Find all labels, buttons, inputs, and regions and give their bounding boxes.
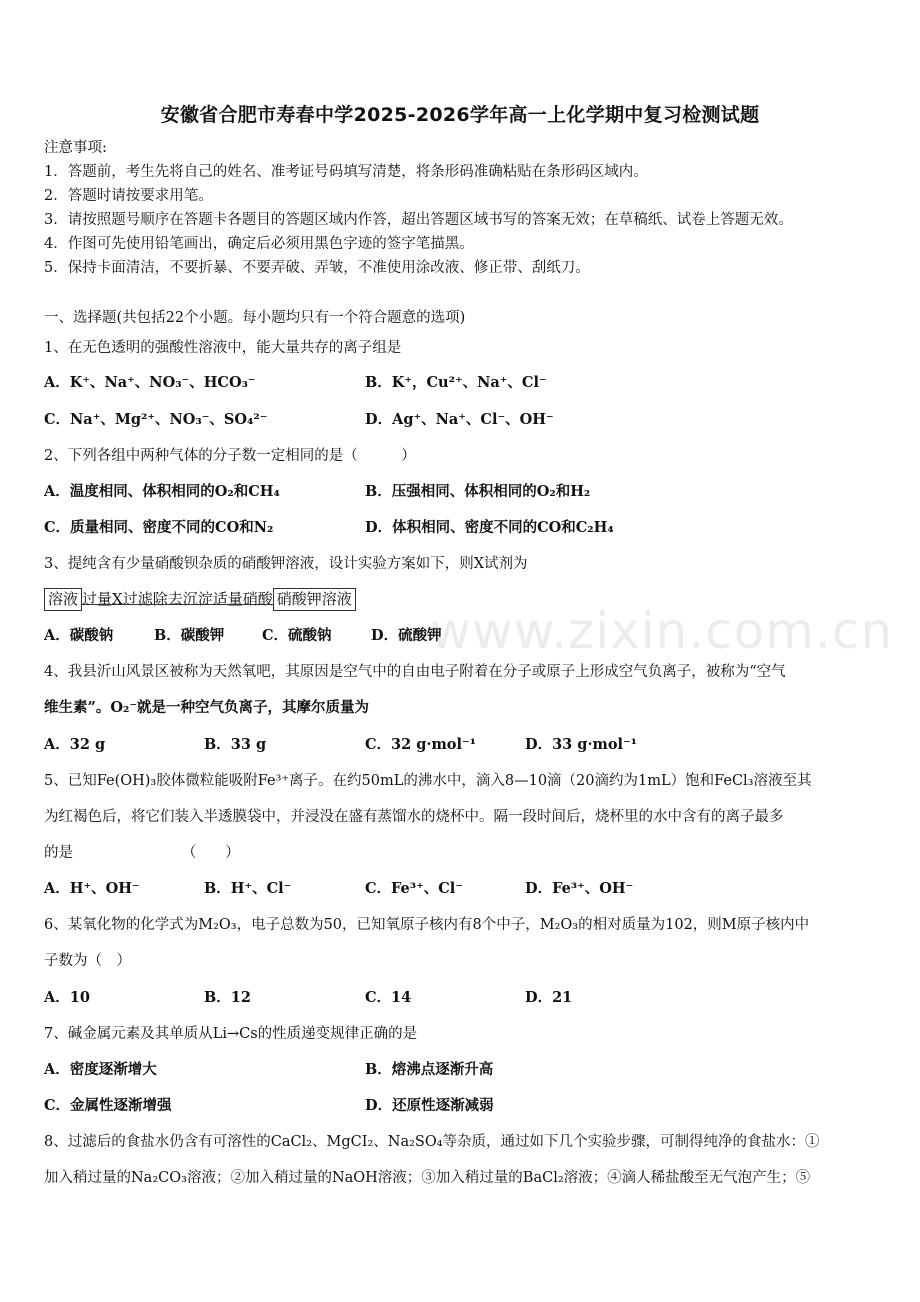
- q3-option-b: B．碳酸钾: [154, 627, 225, 644]
- q6-option-b: B．12: [204, 989, 251, 1006]
- notice-heading: 注意事项:: [44, 140, 107, 156]
- q4-option-c: C．32 g·mol⁻¹: [365, 736, 476, 753]
- notice-item: 2．答题时请按要求用笔。: [44, 188, 213, 204]
- q6-option-a: A．10: [44, 989, 90, 1006]
- q5-option-c: C．Fe³⁺、Cl⁻: [365, 880, 463, 897]
- question-4-stem-cont: 维生素”。O₂⁻就是一种空气负离子，其摩尔质量为: [44, 699, 369, 716]
- q1-option-b: B．K⁺，Cu²⁺、Na⁺、Cl⁻: [365, 374, 547, 391]
- q3-option-d: D．硫酸钾: [371, 627, 442, 644]
- q3-flow-diagram: [44, 588, 356, 612]
- notice-item: 4．作图可先使用铅笔画出，确定后必须用黑色字迹的签字笔描黑。: [44, 236, 474, 252]
- q2-option-b: B．压强相同、体积相同的O₂和H₂: [365, 483, 591, 500]
- question-8-stem-cont: 加入稍过量的Na₂CO₃溶液；②加入稍过量的NaOH溶液；③加入稍过量的BaCl₂溶液；④滴人稀盐酸至无气泡产生；⑤: [44, 1170, 811, 1186]
- q7-option-c: C．金属性逐渐增强: [44, 1097, 172, 1114]
- flow-start-box: 溶液: [44, 588, 82, 611]
- question-3-stem: 3、提纯含有少量硝酸钡杂质的硝酸钾溶液，设计实验方案如下，则X试剂为: [44, 556, 528, 572]
- q5-option-a: A．H⁺、OH⁻: [44, 880, 140, 897]
- question-5-stem-cont: 为红褐色后，将它们装入半透膜袋中，并浸没在盛有蒸馏水的烧杯中。隔一段时间后，烧杯里的水中含有的离子最多: [44, 809, 784, 825]
- q1-option-c: C．Na⁺、Mg²⁺、NO₃⁻、SO₄²⁻: [44, 411, 268, 428]
- question-5-stem: 5、已知Fe(OH)₃胶体微粒能吸附Fe³⁺离子。在约50mL的沸水中，滴入8—10滴（20滴约为1mL）饱和FeCl₃溶液至其: [44, 773, 812, 789]
- q7-option-b: B．熔沸点逐渐升高: [365, 1061, 494, 1078]
- notice-item: 3．请按照题号顺序在答题卡各题目的答题区域内作答，超出答题区域书写的答案无效；在草稿纸、试卷上答题无效。: [44, 212, 793, 228]
- question-1-stem: 1、在无色透明的强酸性溶液中，能大量共存的离子组是: [44, 340, 402, 356]
- q4-option-b: B．33 g: [204, 736, 267, 753]
- question-8-stem: 8、过滤后的食盐水仍含有可溶性的CaCl₂、MgCI₂、Na₂SO₄等杂质，通过如下几个实验步骤，可制得纯净的食盐水：①: [44, 1134, 820, 1150]
- q4-option-a: A．32 g: [44, 736, 106, 753]
- q1-option-d: D．Ag⁺、Na⁺、Cl⁻、OH⁻: [365, 411, 554, 428]
- q3-option-c: C．硫酸钠: [262, 627, 332, 644]
- notice-item: 5．保持卡面清洁，不要折暴、不要弄破、弄皱，不准使用涂改液、修正带、刮纸刀。: [44, 260, 590, 276]
- question-5-stem-end: 的是 （ ）: [44, 845, 240, 861]
- section-heading: 一、选择题(共包括22个小题。每小题均只有一个符合题意的选项): [44, 310, 466, 326]
- question-7-stem: 7、碱金属元素及其单质从Li→Cs的性质递变规律正确的是: [44, 1026, 418, 1042]
- notice-item: 1．答题前，考生先将自己的姓名、准考证号码填写清楚，将条形码准确粘贴在条形码区域内。: [44, 164, 648, 180]
- q6-option-c: C．14: [365, 989, 412, 1006]
- q1-option-a: A．K⁺、Na⁺、NO₃⁻、HCO₃⁻: [44, 374, 256, 391]
- q2-option-c: C．质量相同、密度不同的CO和N₂: [44, 519, 274, 536]
- watermark: www.zixin.com.cn: [430, 602, 894, 660]
- q4-option-d: D．33 g·mol⁻¹: [525, 736, 638, 753]
- q2-option-d: D．体积相同、密度不同的CO和C₂H₄: [365, 519, 614, 536]
- q7-option-a: A．密度逐渐增大: [44, 1061, 157, 1078]
- q5-option-d: D．Fe³⁺、OH⁻: [525, 880, 634, 897]
- question-6-stem-cont: 子数为（ ）: [44, 953, 131, 969]
- question-6-stem: 6、某氧化物的化学式为M₂O₃，电子总数为50，已知氧原子核内有8个中子，M₂O₃的相对质量为102，则M原子核内中: [44, 917, 810, 933]
- flow-end-box: 硝酸钾溶液: [273, 588, 356, 611]
- question-4-stem: 4、我县沂山风景区被称为天然氧吧，其原因是空气中的自由电子附着在分子或原子上形成空气负离子，被称为“空气: [44, 664, 786, 680]
- q5-option-b: B．H⁺、Cl⁻: [204, 880, 292, 897]
- flow-arrow-nitric-acid: 适量硝酸: [212, 590, 273, 608]
- q2-option-a: A．温度相同、体积相同的O₂和CH₄: [44, 483, 280, 500]
- flow-arrow-filter: 过滤除去沉淀: [122, 590, 213, 608]
- q7-option-d: D．还原性逐渐减弱: [365, 1097, 494, 1114]
- flow-arrow-reagent-x: 过量X: [82, 590, 123, 608]
- page-title: 安徽省合肥市寿春中学2025-2026学年高一上化学期中复习检测试题: [160, 104, 760, 126]
- question-2-stem: 2、下列各组中两种气体的分子数一定相同的是（ ）: [44, 448, 416, 464]
- q3-option-a: A．碳酸钠: [44, 627, 114, 644]
- q6-option-d: D．21: [525, 989, 573, 1006]
